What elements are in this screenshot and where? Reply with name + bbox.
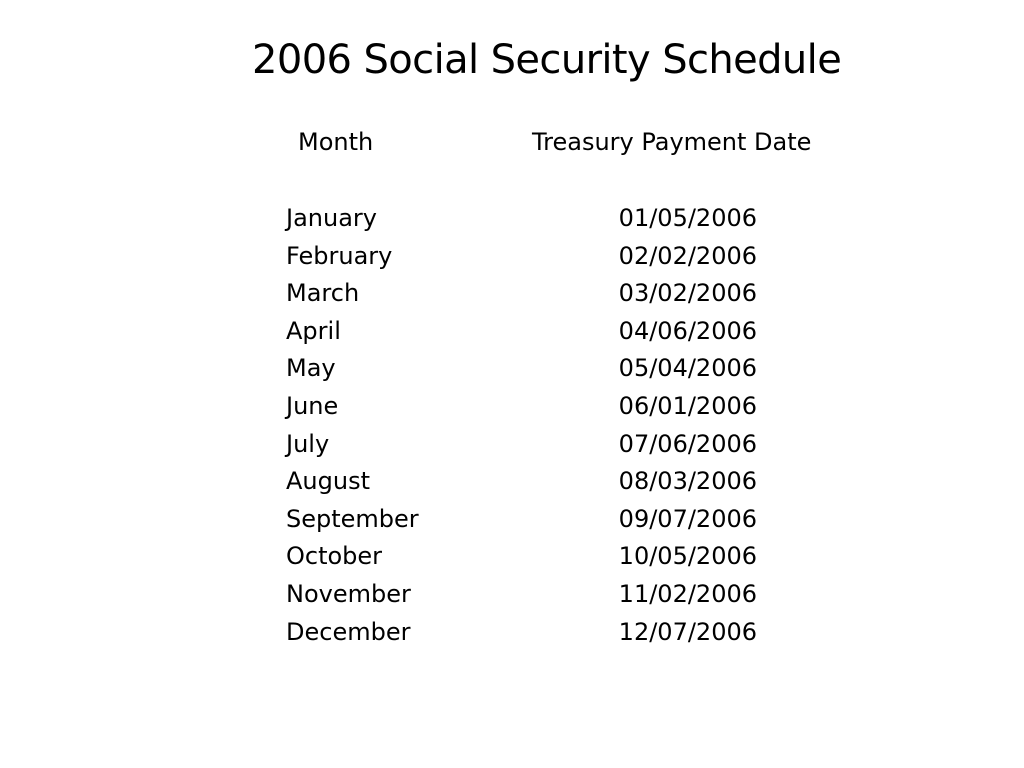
table-row (0, 614, 1024, 652)
payment-date-cell: 09/07/2006 (618, 504, 757, 533)
payment-date-cell: 01/05/2006 (618, 204, 757, 232)
month-cell: June (286, 391, 339, 420)
table-row (0, 501, 1024, 539)
month-column-header: Month (298, 128, 374, 156)
payment-date-cell: 12/07/2006 (618, 617, 757, 646)
schedule-table (0, 200, 1024, 651)
month-cell: March (286, 279, 360, 308)
table-row (0, 238, 1024, 276)
month-cell: May (286, 354, 336, 383)
table-row (0, 576, 1024, 614)
page-title: 2006 Social Security Schedule (252, 37, 842, 83)
table-row (0, 426, 1024, 464)
table-row (0, 388, 1024, 426)
table-row (0, 350, 1024, 388)
payment-date-cell: 11/02/2006 (618, 579, 757, 608)
month-cell: September (286, 504, 419, 533)
month-cell: October (286, 542, 383, 571)
payment-date-cell: 05/04/2006 (618, 354, 757, 383)
month-cell: February (286, 241, 393, 270)
payment-date-cell: 08/03/2006 (618, 467, 757, 496)
table-row (0, 463, 1024, 501)
table-row (0, 200, 1024, 238)
payment-date-cell: 07/06/2006 (618, 429, 757, 458)
table-row (0, 538, 1024, 576)
payment-date-column-header: Treasury Payment Date (532, 128, 812, 156)
month-cell: November (286, 579, 411, 608)
payment-date-cell: 10/05/2006 (618, 542, 757, 571)
month-cell: August (286, 467, 370, 496)
payment-date-cell: 02/02/2006 (618, 241, 757, 270)
payment-date-cell: 06/01/2006 (618, 391, 757, 420)
payment-date-cell: 04/06/2006 (618, 316, 757, 345)
month-cell: January (286, 204, 377, 232)
payment-date-cell: 03/02/2006 (618, 279, 757, 308)
month-cell: December (286, 617, 411, 646)
table-row (0, 275, 1024, 313)
month-cell: July (286, 429, 330, 458)
table-row (0, 313, 1024, 351)
month-cell: April (286, 316, 341, 345)
